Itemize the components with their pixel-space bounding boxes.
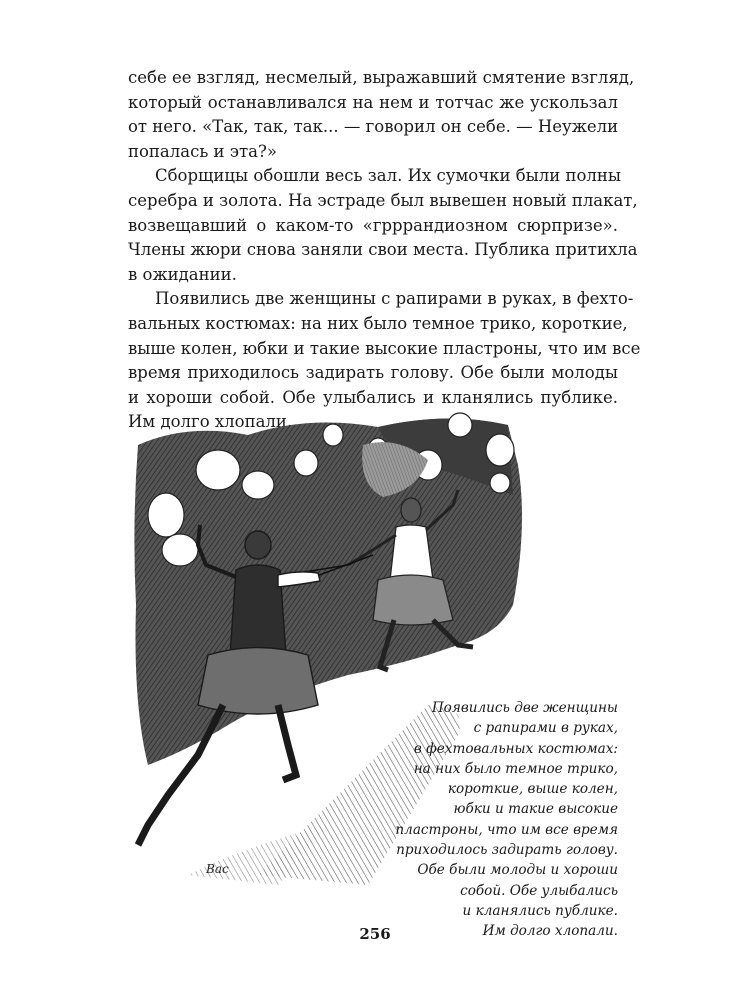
caption-line: Им долго хлопали.: [482, 923, 618, 940]
caption-line: приходилось задирать голову.: [396, 842, 618, 859]
body-line: от него. «Так, так, так... — говорил он себе. — Неужели: [128, 117, 619, 137]
body-line: себе ее взгляд, несмелый, выражавший смятение взгляд,: [128, 68, 635, 87]
body-line: серебра и золота. На эстраде был вывешен новый плакат,: [128, 190, 638, 210]
body-line: Им долго хлопали.: [128, 412, 293, 432]
body-line: попалась и эта?»: [128, 141, 277, 161]
body-line: Сборщицы обошли весь зал. Их сумочки были полны: [155, 166, 622, 186]
body-line: который останавливался на нем и тотчас же ускользал: [128, 92, 618, 112]
body-line: Появились две женщины с рапирами в руках, в фехто-: [155, 289, 634, 309]
illustration-caption: [368, 698, 618, 942]
caption-line: короткие, выше колен,: [447, 781, 618, 798]
caption-line: с рапирами в руках,: [473, 720, 618, 737]
caption-line: на них было темное трико,: [413, 760, 618, 777]
caption-line: Обе были молоды и хороши: [417, 862, 618, 879]
body-line: в ожидании.: [128, 264, 237, 284]
body-line: время приходилось задирать голову. Обе были молоды: [128, 363, 618, 383]
caption-line: юбки и такие высокие: [453, 801, 618, 818]
artist-signature: Bac: [206, 862, 229, 876]
body-line: и хороши собой. Обе улыбались и кланялись публике.: [128, 387, 618, 407]
caption-line: в фехтовальных костюмах:: [413, 740, 618, 757]
page-number: 256: [359, 925, 391, 943]
caption-line: пластроны, что им все время: [395, 821, 618, 838]
caption-line: Появились две женщины: [431, 700, 618, 716]
body-line: возвещавший о каком-то «грррандиозном сюрпризе».: [128, 215, 618, 235]
body-text: [128, 66, 641, 435]
body-line: Члены жюри снова заняли свои места. Публика притихла: [128, 240, 638, 260]
caption-line: и кланялись публике.: [462, 902, 618, 919]
body-line: вальных костюмах: на них было темное трико, короткие,: [128, 313, 628, 333]
caption-line: собой. Обе улыбались: [460, 882, 618, 899]
body-line: выше колен, юбки и такие высокие пластроны, что им все: [128, 338, 641, 358]
